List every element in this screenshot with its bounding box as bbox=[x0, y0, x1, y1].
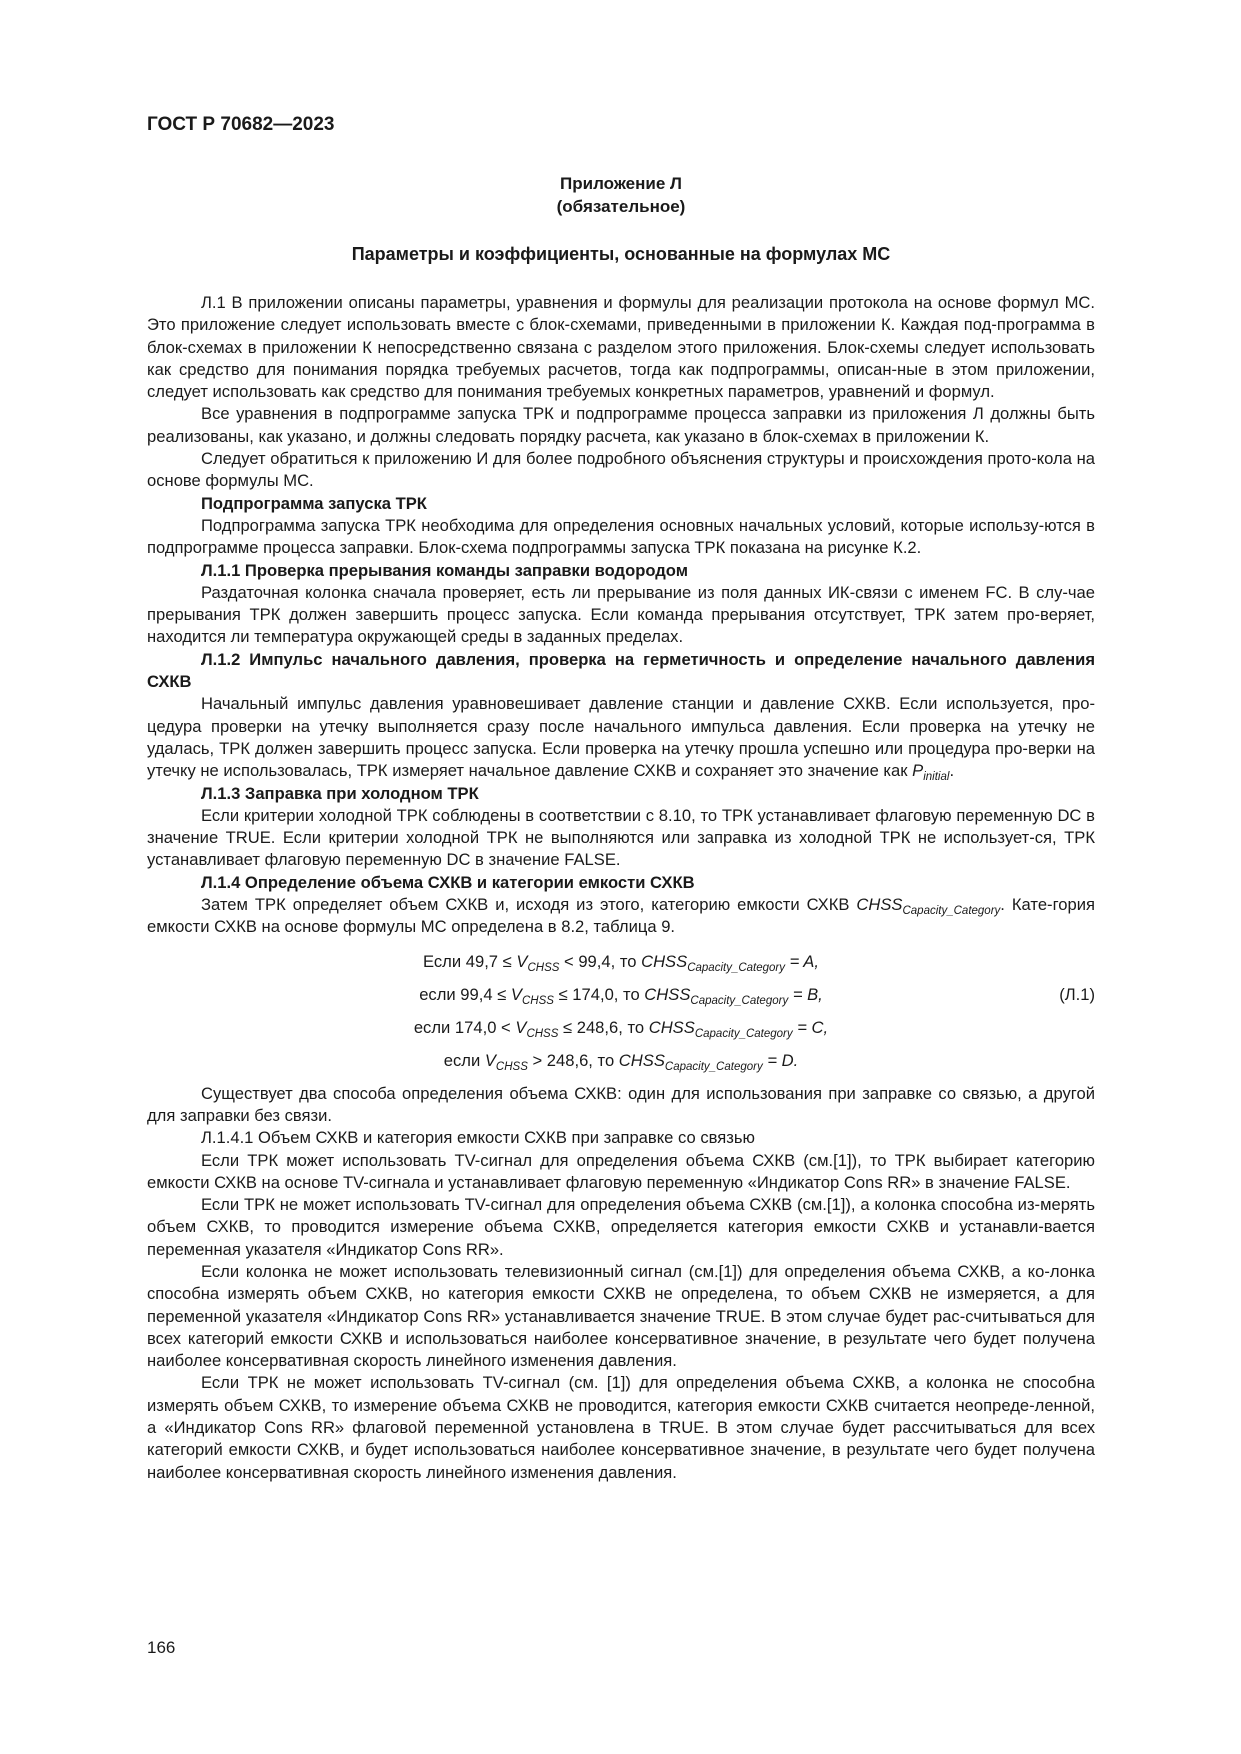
paragraph-reference: Следует обратиться к приложению И для более подробного объяснения структуры и происхождения прото-кола на основе формулы МС. bbox=[147, 449, 1095, 491]
body-text bbox=[147, 292, 1095, 1484]
paragraph-tv-signal-4: Если ТРК не может использовать TV-сигнал (см. [1]) для определения объема СХКВ, а колонка не способна измерять объем СХКВ, то измерение объема СХКВ не проводится, категория емкости СХКВ считается неопреде-ленной, а «Индикатор Cons RR» флаговой переменной установлена в TRUE. В этом случае будет рассчитываться для всех категорий емкости СХКВ, и будет использоваться наиболее консервативное значение, в результате чего будет получена наиболее консервативная скорость линейного изменения давления. bbox=[147, 1373, 1095, 1482]
paragraph-l1-4-tail: Кате-гория емкости СХКВ на основе формулы МС определена в 8.2, таблица 9. bbox=[147, 895, 1095, 937]
subheading-startup: Подпрограмма запуска ТРК bbox=[201, 493, 427, 513]
p-initial-symbol: $P_{initial}$ bbox=[912, 761, 950, 784]
standard-designation: ГОСТ Р 70682—2023 bbox=[147, 114, 335, 135]
paragraph-l1-4: Затем ТРК определяет объем СХКВ и, исходя из этого, категорию емкости СХКВ $CHSS_{Capacity\_Category}$. Кате-гория емкости СХКВ на основе формулы МС определена в 8.2, таблица 9. bbox=[147, 895, 1095, 937]
paragraph-l1-3: Если критерии холодной ТРК соблюдены в соответствии с 8.10, то ТРК устанавливает флаговую переменную DC в значение TRUE. Если критерии холодной ТРК не выполняются или заправка из холодной ТРК не использует-ся, ТРК устанавливает флаговую переменную DC в значение FALSE. bbox=[147, 805, 1095, 870]
appendix-status: (обязательное) bbox=[556, 197, 686, 216]
paragraph-l1-1: Раздаточная колонка сначала проверяет, есть ли прерывание из поля данных ИК-связи с именем FC. В слу-чае прерывания ТРК должен завершить процесс запуска. Если команда прерывания отсутствует, ТРК затем про-веряет, находится ли температура окружающей среды в заданных пределах. bbox=[147, 582, 1095, 647]
formula-line-4: если $V_{CHSS} > 248,6$, то $CHSS_{Capacity\_Category} = D$. bbox=[443, 1050, 799, 1073]
section-heading-l1-4: Л.1.4 Определение объема СХКВ и категории емкости СХКВ bbox=[201, 872, 695, 892]
appendix-heading: Параметры и коэффициенты, основанные на формулах МС bbox=[351, 244, 891, 264]
section-heading-l1-1: Л.1.1 Проверка прерывания команды заправки водородом bbox=[201, 560, 688, 580]
paragraph-l1-2: Начальный импульс давления уравновешивает давление станции и давление СХКВ. Если используется, про-цедура проверки на утечку выполняется сразу после начального импульса давления. Если проверка на утечку не удалась, ТРК должен завершить процесс запуска. Если проверка на утечку прошла успешно или процедура про-верки на утечку не использовалась, ТРК измеряет начальное давление СХКВ и сохраняет это значение как $P_{initial}$. bbox=[147, 694, 1095, 784]
chss-capacity-symbol: $CHSS_{Capacity\_Category}$ bbox=[856, 895, 1001, 918]
paragraph-tv-signal-2: Если ТРК не может использовать TV-сигнал для определения объема СХКВ (см.[1]), а колонка способна из-мерять объем СХКВ, то проводится измерение объема СХКВ, определяется категория емкости СХКВ и устанавли-вается переменная указателя «Индикатор Cons RR». bbox=[147, 1195, 1095, 1259]
paragraph-tv-signal-3: Если колонка не может использовать телевизионный сигнал (см.[1]) для определения объема СХКВ, а ко-лонка способна измерять объем СХКВ, но категория емкости СХКВ не определена, то объем СХКВ не измеряется, а для переменной указателя «Индикатор Cons RR» устанавливается значение TRUE. В этом случае будет рас-считываться для всех категорий емкости СХКВ и использоваться наиболее консервативное значение, в результате чего будет получена наиболее консервативная скорость линейного изменения давления. bbox=[147, 1261, 1095, 1371]
paragraph-l1-2-text: Начальный импульс давления уравновешивает давление станции и давление СХКВ. Если используется, про-цедура проверки на утечку выполняется сразу после начального импульса давления. Если проверка на утечку не удалась, ТРК должен завершить процесс запуска. Если проверка на утечку прошла успешно или процедура про-верки на утечку не использовалась, ТРК измеряет начальное давление СХКВ и сохраняет это значение как bbox=[147, 694, 1095, 781]
section-heading-l1-3: Л.1.3 Заправка при холодном ТРК bbox=[201, 783, 479, 803]
formula-line-1: Если $49,7 \le V_{CHSS} < 99,4$, то $CHSS_{Capacity\_Category} = A$, bbox=[423, 951, 819, 974]
section-heading-l1-2: Л.1.2 Импульс начального давления, проверка на герметичность и определение начального давления СХКВ bbox=[147, 649, 1095, 692]
paragraph-l1-4-text: Затем ТРК определяет объем СХКВ и, исходя из этого, категорию емкости СХКВ bbox=[201, 895, 850, 915]
paragraph-startup: Подпрограмма запуска ТРК необходима для определения основных начальных условий, которые использу-ются в подпрограмме процесса заправки. Блок-схема подпрограммы запуска ТРК показана на рисунке К.2. bbox=[147, 515, 1095, 558]
paragraph-equations: Все уравнения в подпрограмме запуска ТРК и подпрограмме процесса заправки из приложения Л должны быть реализованы, как указано, и должны следовать порядку расчета, как указано в блок-схемах в приложении К. bbox=[147, 404, 1095, 446]
formula-number: (Л.1) bbox=[1059, 984, 1095, 1004]
paragraph-l1-intro: Л.1 В приложении описаны параметры, уравнения и формулы для реализации протокола на основе формул МС. Это приложение следует использовать вместе с блок-схемами, приведенными в приложении К. Каждая под-программа в блок-схемах в приложении К непосредственно связана с разделом этого приложения. Блок-схемы следует использовать как средство для понимания порядка требуемых расчетов, тогда как подпрограммы, описан-ные в этом приложении, следует использовать как средство для понимания требуемых конкретных параметров, уравнений и формул. bbox=[147, 293, 1095, 402]
subsection-heading-l1-4-1: Л.1.4.1 Объем СХКВ и категория емкости СХКВ при заправке со связью bbox=[201, 1128, 755, 1148]
formula-line-3: если $174,0 < V_{CHSS} \le 248,6$, то $CHSS_{Capacity\_Category} = C$, bbox=[413, 1017, 829, 1040]
paragraph-two-methods: Существует два способа определения объема СХКВ: один для использования при заправке со связью, а другой для заправки без связи. bbox=[147, 1083, 1095, 1125]
paragraph-tv-signal-1: Если ТРК может использовать TV-сигнал для определения объема СХКВ (см.[1]), то ТРК выбирает категорию емкости СХКВ на основе TV-сигнала и устанавливает флаговую переменную «Индикатор Cons RR» в значение FALSE. bbox=[147, 1150, 1095, 1192]
formula-line-2: если $99,4 \le V_{CHSS} \le 174,0$, то $CHSS_{Capacity\_Category} = B$, bbox=[419, 984, 823, 1007]
appendix-title-block bbox=[147, 172, 1095, 218]
appendix-title: Приложение Л bbox=[560, 174, 682, 193]
formula-l1 bbox=[147, 943, 1095, 1077]
page-number: 166 bbox=[147, 1638, 176, 1657]
